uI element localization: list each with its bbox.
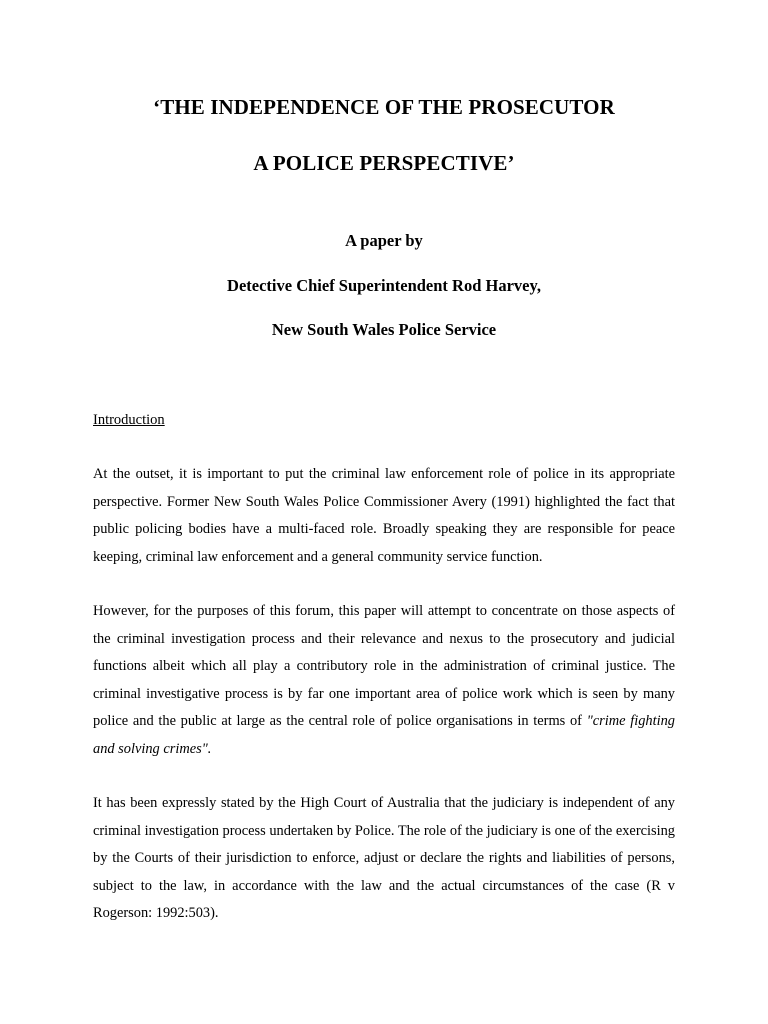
section-heading-introduction: Introduction [93, 412, 165, 428]
paragraph-1: At the outset, it is important to put the criminal law enforcement role of police in its appropriate perspective. Former New South Wales Police Commissioner Avery (1991) highlighted the fact that public policing bodies have a multi-faced role. Broadly speaking they are responsible for peace keeping, criminal law enforcement and a general community service function. [93, 466, 675, 565]
paragraph-3: It has been expressly stated by the High Court of Australia that the judiciary is independent of any criminal investigation process undertaken by Police. The role of the judiciary is one of the exercising by the Courts of their jurisdiction to enforce, adjust or declare the rights and liabilities of persons, subject to the law, in accordance with the law and the actual circumstances of the case (R v Rogerson: 1992:503). [93, 795, 675, 922]
document-title-line-1: ‘THE INDEPENDENCE OF THE PROSECUTOR [153, 95, 615, 119]
paragraph-2-quote: "crime fighting and solving crimes". [93, 713, 675, 757]
paragraph-2-text: However, for the purposes of this forum, this paper will attempt to concentrate on those aspects of the criminal investigation process and their relevance and nexus to the prosecutory and judicial functions albeit which all play a contributory role in the administration of criminal justice. The criminal investigative process is by far one important area of police work which is seen by many police and the public at large as the central role of police organisations in terms of [93, 603, 675, 730]
paragraph-2 [93, 598, 675, 764]
byline-intro: A paper by [345, 231, 423, 250]
document-title-line-2: A POLICE PERSPECTIVE’ [253, 151, 515, 175]
author-organisation: New South Wales Police Service [271, 320, 497, 339]
author-name: Detective Chief Superintendent Rod Harvey, [227, 276, 541, 295]
